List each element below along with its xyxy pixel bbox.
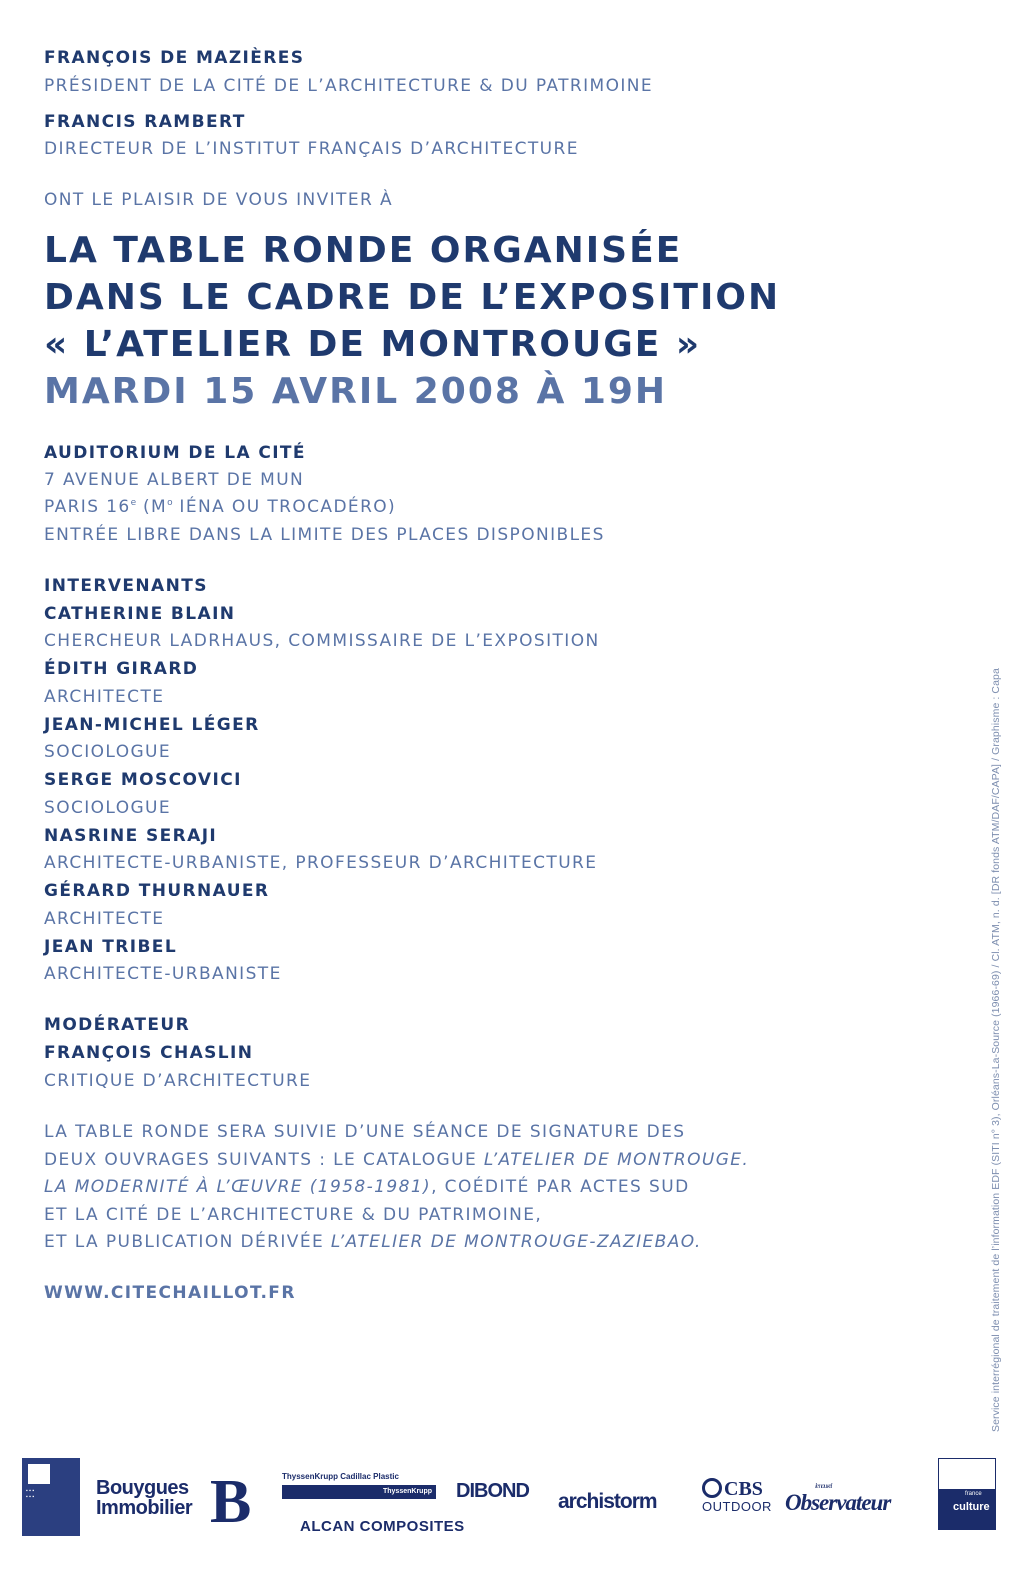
cbs-eye-icon	[702, 1478, 722, 1498]
cbs-outdoor-logo: CBS OUTDOOR	[702, 1478, 772, 1514]
event-title-line-2: DANS LE CADRE DE L’EXPOSITION	[44, 277, 781, 318]
host-name-1: FRANÇOIS DE MAZIÈRES	[44, 48, 305, 68]
venue-address: 7 AVENUE ALBERT DE MUN	[44, 470, 305, 490]
speaker-role-5: ARCHITECTE-URBANISTE, PROFESSEUR D’ARCHITECTURE	[44, 853, 598, 873]
speaker-name-4: SERGE MOSCOVICI	[44, 770, 242, 790]
event-date: MARDI 15 AVRIL 2008 À 19H	[44, 371, 668, 412]
photo-credit: Service interrégional de traitement de l’information EDF (SITI n° 3), Orléans-La-Source (1966-69) / Cl. ATM, n. d. [DR fonds ATM/DAF/CAPA] / Graphisme : Capa	[990, 668, 1002, 1432]
signing-line-3: LA MODERNITÉ À L’ŒUVRE (1958-1981), COÉDITÉ PAR ACTES SUD	[44, 1177, 690, 1197]
speaker-name-7: JEAN TRIBEL	[44, 937, 178, 957]
host-title-2: DIRECTEUR DE L’INSTITUT FRANÇAIS D’ARCHITECTURE	[44, 139, 579, 159]
speaker-name-5: NASRINE SERAJI	[44, 826, 218, 846]
speaker-name-2: ÉDITH GIRARD	[44, 659, 199, 679]
republique-francaise-logo: ▪ ▪ ▪ ▪ ▪ ▪	[22, 1458, 80, 1536]
speaker-role-4: SOCIOLOGUE	[44, 798, 172, 818]
website-link[interactable]: WWW.CITECHAILLOT.FR	[44, 1283, 296, 1303]
speaker-name-1: CATHERINE BLAIN	[44, 604, 236, 624]
moderator-name: FRANÇOIS CHASLIN	[44, 1043, 254, 1063]
alcan-composites-logo: ALCAN COMPOSITES	[300, 1518, 465, 1535]
bouygues-b-mark-icon: B	[210, 1468, 252, 1536]
host-name-2: FRANCIS RAMBERT	[44, 112, 246, 132]
bouygues-immobilier-logo: Bouygues Immobilier	[96, 1477, 193, 1519]
thyssenkrupp-logo: ThyssenKrupp Cadillac Plastic ThyssenKrupp	[282, 1472, 436, 1499]
signing-line-1: LA TABLE RONDE SERA SUIVIE D’UNE SÉANCE DE SIGNATURE DES	[44, 1122, 686, 1142]
signing-line-5: ET LA PUBLICATION DÉRIVÉE L’ATELIER DE MONTROUGE-ZAZIEBAO.	[44, 1232, 702, 1252]
invite-line: ONT LE PLAISIR DE VOUS INVITER À	[44, 190, 394, 210]
signing-line-4: ET LA CITÉ DE L’ARCHITECTURE & DU PATRIMOINE,	[44, 1205, 543, 1225]
venue-name: AUDITORIUM DE LA CITÉ	[44, 443, 306, 463]
host-title-1: PRÉSIDENT DE LA CITÉ DE L’ARCHITECTURE & DU PATRIMOINE	[44, 76, 654, 96]
sponsor-logos	[0, 1450, 1024, 1575]
nouvel-observateur-logo: le nouvel Observateur	[785, 1482, 891, 1515]
signing-line-2: DEUX OUVRAGES SUIVANTS : LE CATALOGUE L’ATELIER DE MONTROUGE.	[44, 1150, 750, 1170]
speaker-name-6: GÉRARD THURNAUER	[44, 881, 270, 901]
speaker-role-2: ARCHITECTE	[44, 687, 165, 707]
speaker-role-6: ARCHITECTE	[44, 909, 165, 929]
speakers-heading: INTERVENANTS	[44, 576, 208, 596]
event-title-line-3: « L’ATELIER DE MONTROUGE »	[44, 324, 702, 365]
moderator-heading: MODÉRATEUR	[44, 1015, 191, 1035]
dibond-logo: DIBOND	[456, 1480, 529, 1502]
speaker-role-1: CHERCHEUR LADRHAUS, COMMISSAIRE DE L’EXPOSITION	[44, 631, 600, 651]
speaker-role-7: ARCHITECTE-URBANISTE	[44, 964, 282, 984]
archistorm-logo: archistorm	[558, 1490, 657, 1513]
venue-city: PARIS 16e ($M^o$ IÉNA OU TROCADÉRO)	[44, 497, 397, 517]
france-culture-logo: france culture	[938, 1458, 996, 1530]
speaker-name-3: JEAN-MICHEL LÉGER	[44, 715, 260, 735]
speaker-role-3: SOCIOLOGUE	[44, 742, 172, 762]
event-title-line-1: LA TABLE RONDE ORGANISÉE	[44, 230, 683, 271]
moderator-role: CRITIQUE D’ARCHITECTURE	[44, 1071, 312, 1091]
venue-access: ENTRÉE LIBRE DANS LA LIMITE DES PLACES DISPONIBLES	[44, 525, 605, 545]
